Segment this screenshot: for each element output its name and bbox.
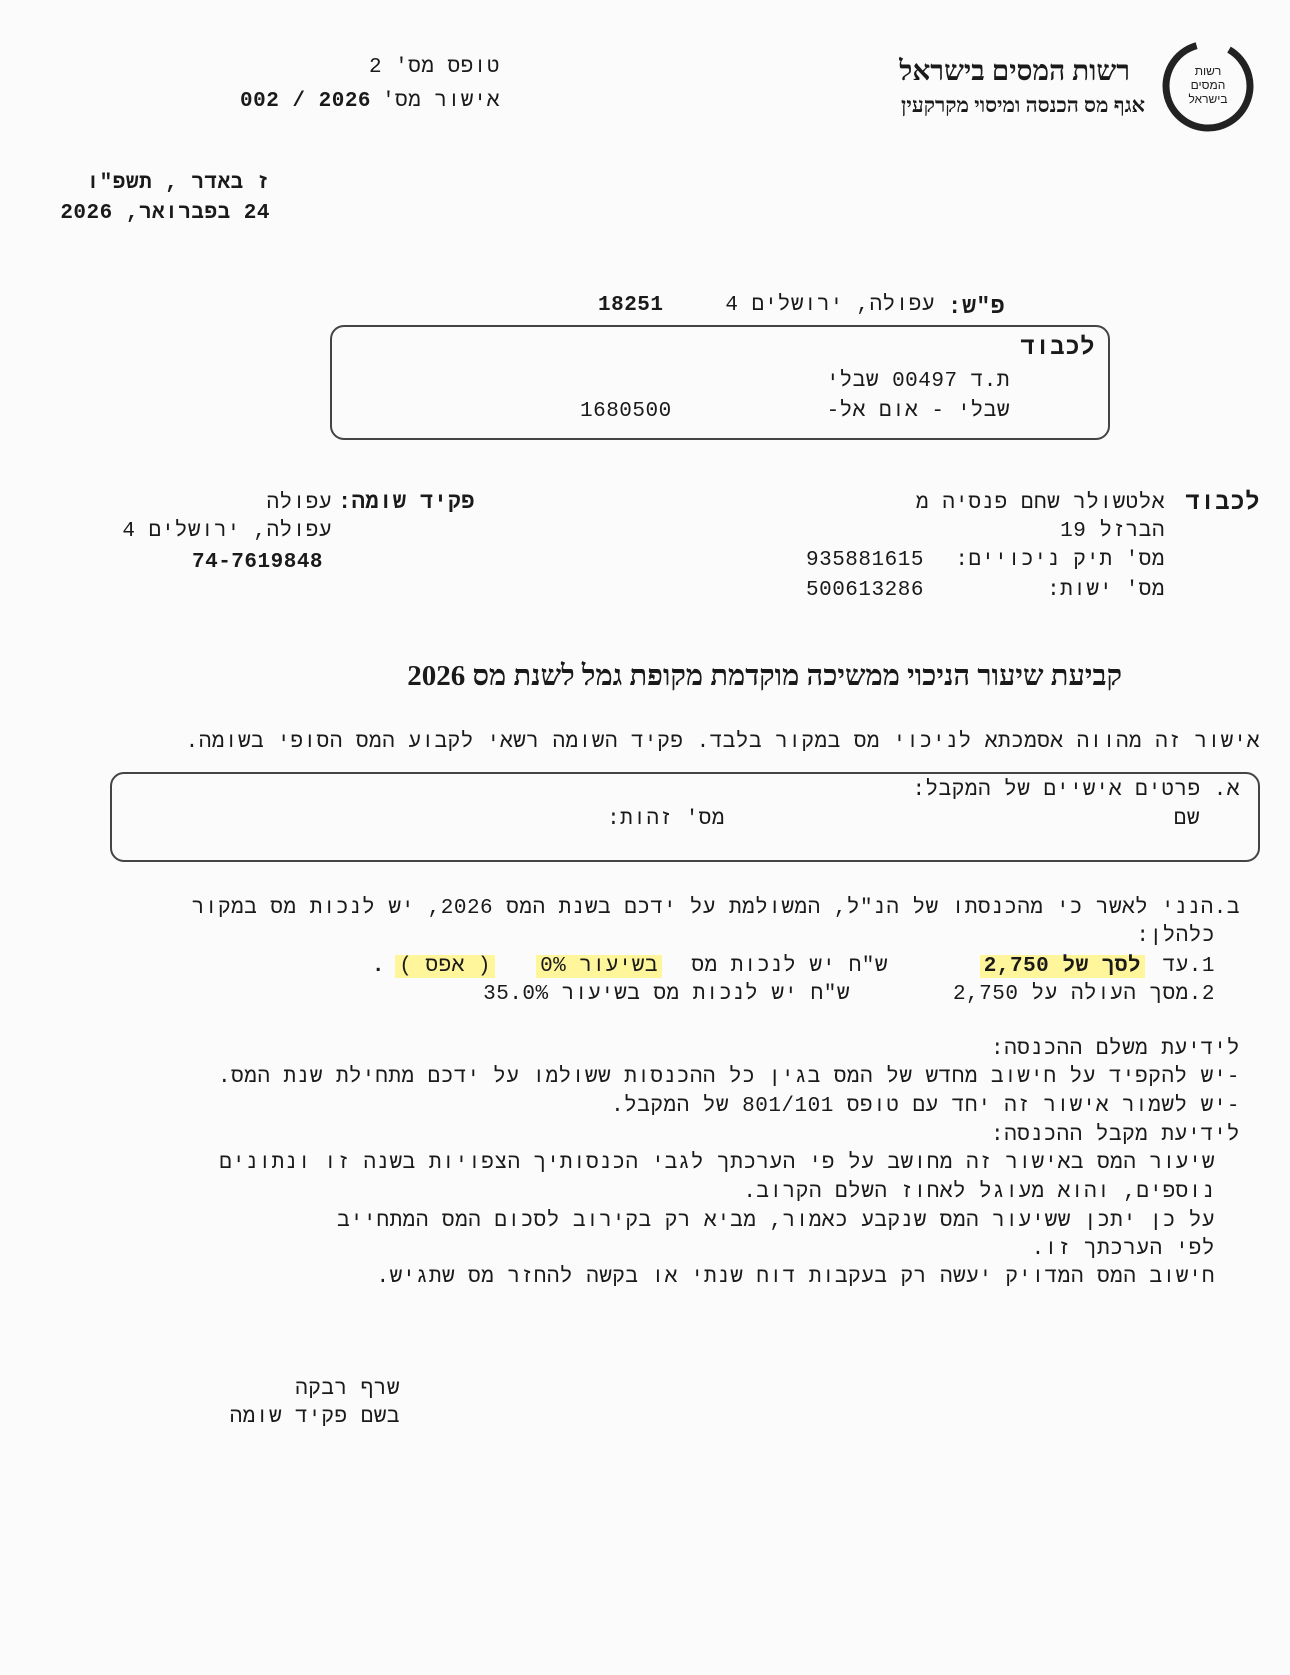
file-label: מס' תיק ניכויים:	[955, 549, 1165, 572]
document-title: קביעת שיעור הניכוי ממשיכה מוקדמת מקופת גמל לשנת מס 2026	[407, 660, 1122, 692]
addressee-title: לכבוד	[1185, 490, 1260, 517]
intro-text: אישור זה מהווה אסמכתא לניכוי מס במקור בלבד. פקיד השומה רשאי לקבוע המס הסופי בשומה.	[185, 731, 1260, 754]
recipient-notes-line5: חישוב המס המדויק יעשה רק בעקבות דוח שנתי או בקשה להחזר מס שתגיש.	[376, 1266, 1215, 1289]
entity-label: מס' ישות:	[1047, 579, 1165, 602]
addressee-street: הברזל 19	[1060, 520, 1165, 543]
pa-code: 18251	[598, 294, 664, 317]
section-a-heading: א. פרטים אישיים של המקבל:	[912, 779, 1240, 802]
recipient-notes-line3: על כן יתכן ששיעור המס שנקבע כאמור, מביא רק בקירוב לסכום המס המתחייב	[337, 1210, 1215, 1233]
signature-role: בשם פקיד שומה	[229, 1406, 400, 1429]
date-gregorian: 24 בפברואר, 2026	[60, 202, 270, 225]
logo-text-2: המסים	[1190, 78, 1226, 92]
approval-label: אישור מס'	[382, 90, 500, 113]
file-number: 935881615	[806, 549, 924, 572]
pa-label: פ"ש:	[947, 294, 1005, 320]
payer-notes-heading: לידיעת משלם ההכנסה:	[991, 1038, 1240, 1061]
section-b-item1-period: .	[371, 955, 385, 978]
section-b-item1-text: ש"ח יש לנכות מס	[691, 955, 888, 978]
section-a-name-label: שם	[1173, 808, 1200, 831]
form-number: טופס מס' 2	[368, 56, 500, 79]
section-b-item1-rate	[536, 955, 662, 978]
assessing-officer-name: עפולה	[266, 492, 332, 515]
pa-value: עפולה, ירושלים 4	[725, 294, 935, 317]
addressee-name: אלטשולר שחם פנסיה מ	[916, 492, 1165, 515]
section-a-id-label: מס' זהות:	[607, 808, 725, 831]
signature-name: שרף רבקה	[295, 1378, 400, 1401]
recipient-notes-line2: נוספים, והוא מעוגל לאחוז השלם הקרוב.	[743, 1181, 1215, 1204]
payer-notes-line2: -יש לשמור אישור זה יחד עם טופס 801/101 של המקבל.	[611, 1095, 1240, 1118]
assessing-officer-address: עפולה, ירושלים 4	[122, 520, 332, 543]
item1-rate-highlight: בשיעור 0%	[536, 955, 662, 978]
section-b-item1-amount	[980, 955, 1145, 978]
section-b-item2-text: ש"ח יש לנכות מס בשיעור 35.0%	[483, 983, 850, 1006]
date-hebrew: ז באדר , תשפ"ו	[86, 172, 270, 195]
item1-amount-highlight: לסך של 2,750	[980, 955, 1145, 978]
item1-zero-highlight: ( אפס )	[395, 955, 495, 978]
logo-text-1: רשות	[1194, 64, 1222, 78]
department-name: אגף מס הכנסה ומיסוי מקרקעין	[900, 93, 1145, 117]
entity-number: 500613286	[806, 579, 924, 602]
assessing-officer-label: פקיד שומה:	[337, 490, 475, 515]
section-b-item2-prefix: 2.מסך העולה על 2,750	[952, 983, 1215, 1006]
recipient-box-title: לכבוד	[1020, 335, 1095, 362]
recipient-box-line1: ת.ד 00497 שבלי	[826, 370, 1010, 393]
section-b-line1: ב.הנני לאשר כי מהכנסתו של הנ"ל, המשולמת על ידכם בשנת המס 2026, יש לנכות מס במקור	[191, 897, 1240, 920]
section-b-item1-zero	[395, 955, 495, 978]
approval-number: 002 / 2026	[240, 90, 372, 113]
assessing-officer-phone: 74-7619848	[192, 551, 324, 574]
authority-name: רשות המסים בישראל	[899, 56, 1130, 87]
section-b-item1-prefix: 1.עד	[1162, 955, 1215, 978]
tax-authority-logo	[1160, 38, 1256, 134]
section-b-line2: כלהלן:	[1136, 925, 1215, 948]
logo-text-3: בישראל	[1188, 92, 1228, 106]
recipient-notes-line4: לפי הערכתך זו.	[1031, 1238, 1215, 1261]
recipient-notes-line1: שיעור המס באישור זה מחושב על פי הערכתך לגבי הכנסותיך הצפויות בשנה זו ונתונים	[219, 1152, 1215, 1175]
recipient-box-number: 1680500	[580, 400, 672, 423]
recipient-notes-heading: לידיעת מקבל ההכנסה:	[991, 1124, 1240, 1147]
recipient-box-line2: שבלי - אום אל-	[826, 400, 1010, 423]
payer-notes-line1: -יש להקפיד על חישוב מחדש של המס בגין כל ההכנסות ששולמו על ידכם מתחילת שנת המס.	[218, 1066, 1240, 1089]
